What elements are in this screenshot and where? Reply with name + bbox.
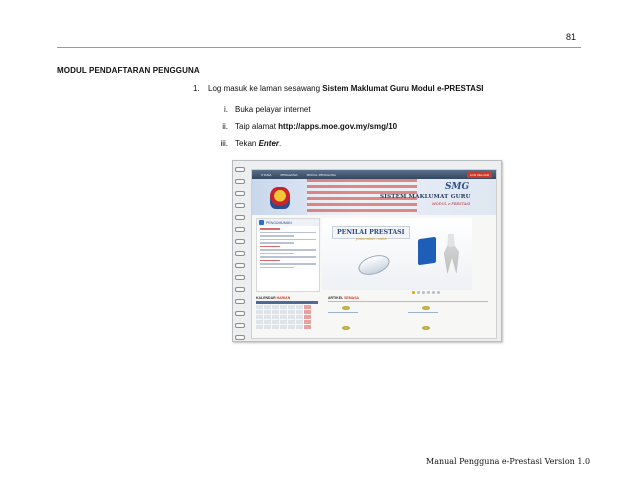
substep-roman: ii. — [222, 122, 228, 131]
site-subtitle: MODUL e-PRESTASI — [432, 202, 471, 206]
calendar-widget — [256, 296, 318, 334]
site-navbar — [252, 170, 496, 179]
nav-item-modul: MODUL PENGGUNA — [306, 172, 336, 177]
section-title: MODUL PENDAFTARAN PENGGUNA — [57, 66, 200, 75]
smg-logo: SMG — [445, 182, 470, 192]
step-number: 1. — [193, 84, 200, 93]
website-screenshot — [232, 160, 502, 342]
footer-text: Manual Pengguna e-Prestasi Version 1.0 — [426, 457, 591, 466]
page-number: 81 — [566, 32, 577, 42]
nav-item-pengguna: PENGGUNA — [280, 172, 298, 177]
logout-button: LOG KELUAR — [467, 172, 492, 178]
substep-ii — [205, 122, 397, 131]
announcement-panel — [256, 218, 320, 292]
hero-banner — [322, 218, 472, 290]
hero-title: PENILAI PRESTASI — [332, 226, 410, 239]
binder-rings — [235, 167, 245, 335]
site-banner — [252, 179, 496, 215]
substep-iii — [205, 139, 281, 148]
mouse-icon — [356, 251, 392, 278]
nav-item-utama: UTAMA — [261, 172, 272, 177]
header-rule — [57, 47, 581, 48]
hero-slogan: pintas talian - online — [356, 237, 388, 241]
crest-icon — [270, 187, 290, 209]
monitor-icon — [418, 237, 436, 266]
article-item — [328, 326, 378, 330]
substep-text: Buka pelayar internet — [235, 105, 311, 114]
article-item — [328, 306, 378, 313]
articles-section — [328, 296, 488, 336]
substep-key: Enter — [258, 139, 280, 148]
site-page — [251, 169, 497, 339]
step-text: Log masuk ke laman sesawang — [208, 84, 323, 93]
site-title: SISTEM MAKLUMAT GURU — [380, 194, 471, 200]
substep-text: Tekan — [235, 139, 259, 148]
step-1 — [193, 84, 484, 93]
substep-i — [205, 105, 311, 114]
calendar-title: KALENDAR HARIAN — [256, 296, 291, 300]
slider-dots — [412, 291, 440, 294]
article-item — [408, 306, 458, 313]
substep-roman: i. — [224, 105, 228, 114]
calendar-grid — [256, 305, 318, 329]
articles-title: ARTIKEL SEMASA — [328, 296, 360, 300]
announcement-header — [257, 219, 319, 226]
substep-suffix: . — [279, 139, 282, 148]
substep-url: http://apps.moe.gov.my/smg/10 — [278, 122, 398, 131]
megaphone-icon — [259, 220, 264, 225]
article-item — [408, 326, 458, 330]
substep-roman: iii. — [220, 139, 228, 148]
substep-text: Taip alamat — [235, 122, 279, 131]
announcement-title: PENGUMUMAN — [266, 220, 292, 225]
person-figure-icon — [442, 234, 460, 274]
step-emphasis: Sistem Maklumat Guru Modul e-PRESTASI — [322, 84, 484, 93]
